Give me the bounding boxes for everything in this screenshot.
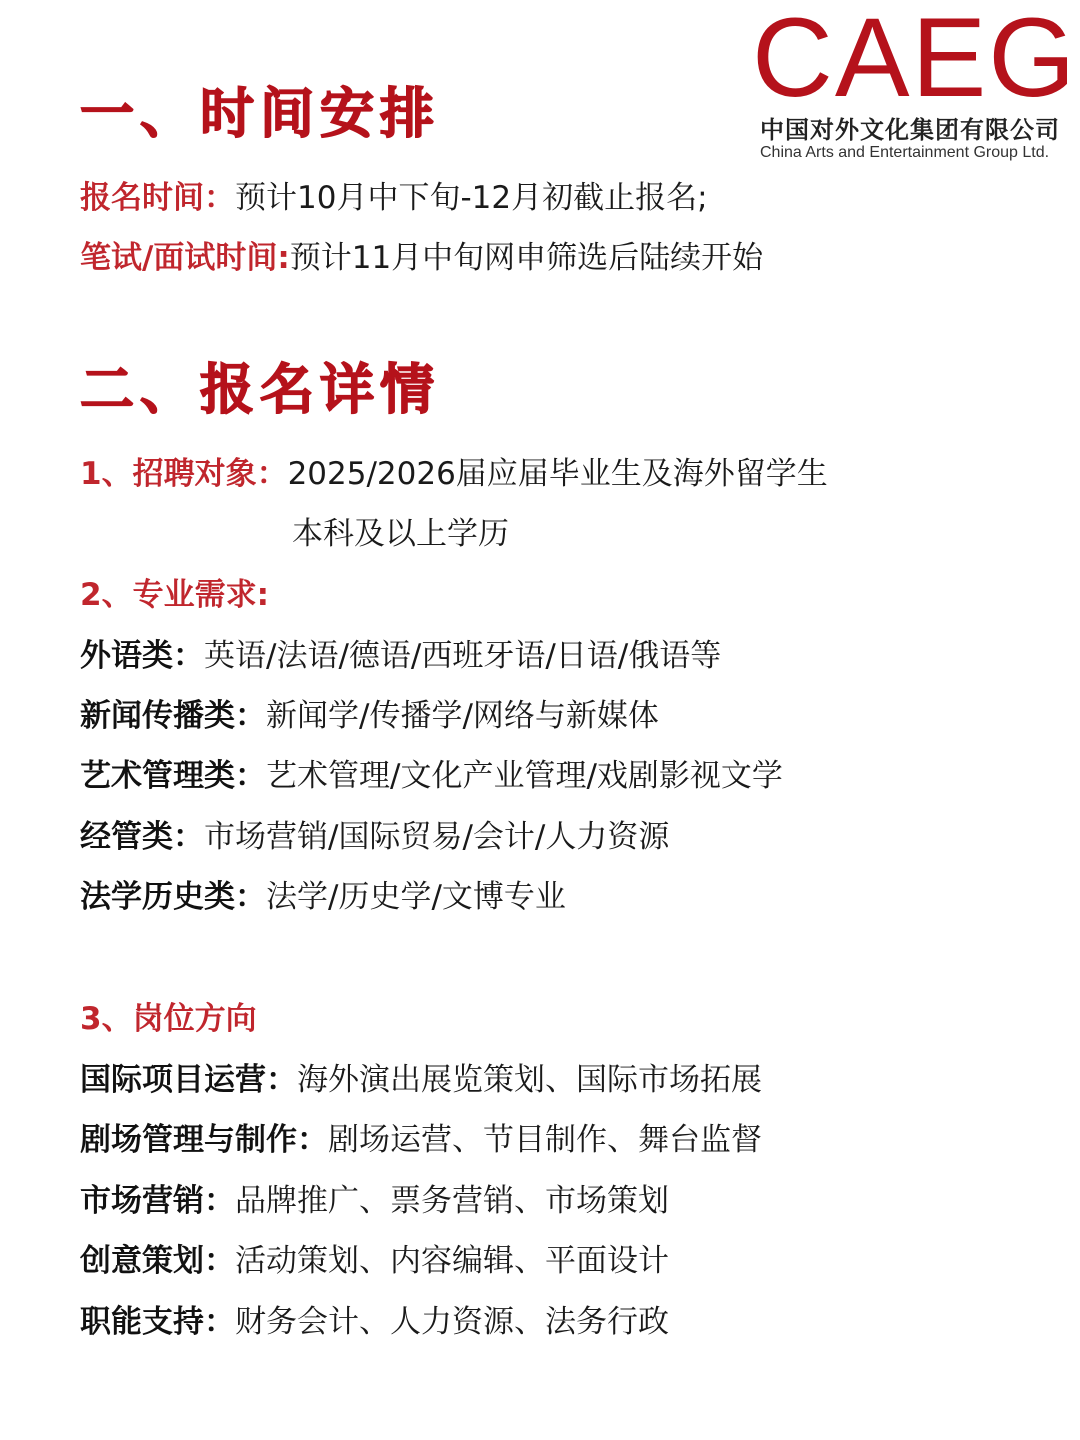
major-item [80,877,566,917]
position-item-value: 财务会计、人力资源、法务行政 [235,1304,669,1340]
major-item-label: 经管类： [80,819,204,855]
major-item-label: 外语类： [80,638,204,674]
major-requirements-label: 2、专业需求: [80,577,269,613]
position-item-label: 职能支持： [80,1304,235,1340]
recruit-target-education: 本科及以上学历 [292,516,509,552]
major-item [80,817,669,857]
position-direction-label: 3、岗位方向 [80,1001,257,1037]
caeg-logo [752,0,1080,170]
exam-time-line [80,238,763,278]
major-item-value: 艺术管理/文化产业管理/戏剧影视文学 [266,758,783,794]
major-item [80,636,721,676]
exam-time-value: 预计11月中旬网申筛选后陆续开始 [289,240,764,276]
position-item-value: 剧场运营、节目制作、舞台监督 [328,1122,762,1158]
major-item-value: 英语/法语/德语/西班牙语/日语/俄语等 [204,638,722,674]
position-item [80,1302,669,1342]
position-item-value: 活动策划、内容编辑、平面设计 [235,1243,669,1279]
major-item-value: 新闻学/传播学/网络与新媒体 [266,698,659,734]
registration-time-value: 预计10月中下旬-12月初截止报名; [235,180,708,216]
exam-time-label: 笔试/面试时间: [80,240,290,276]
registration-time-label: 报名时间： [80,180,235,216]
section-title-schedule: 一、时间安排 [80,82,440,145]
logo-company-cn: 中国对外文化集团有限公司 [760,115,1060,144]
position-item [80,1120,762,1160]
recruit-target-value: 2025/2026届应届毕业生及海外留学生 [287,456,828,492]
major-item [80,756,783,796]
position-item-label: 创意策划： [80,1243,235,1279]
position-item-label: 市场营销： [80,1183,235,1219]
section-title-details: 二、报名详情 [80,358,440,421]
position-item-value: 品牌推广、票务营销、市场策划 [235,1183,669,1219]
major-item-label: 法学历史类： [80,879,266,915]
major-item-value: 法学/历史学/文博专业 [266,879,566,915]
recruit-target-line [80,454,828,494]
registration-time-line [80,178,708,218]
position-item-value: 海外演出展览策划、国际市场拓展 [297,1062,762,1098]
position-item [80,1241,669,1281]
major-item-value: 市场营销/国际贸易/会计/人力资源 [204,819,670,855]
position-item-label: 剧场管理与制作： [80,1122,328,1158]
logo-company-en: China Arts and Entertainment Group Ltd. [760,144,1050,161]
position-item-label: 国际项目运营： [80,1062,297,1098]
major-item [80,696,659,736]
logo-mark: CAEG [752,0,1078,120]
major-item-label: 新闻传播类： [80,698,266,734]
major-item-label: 艺术管理类： [80,758,266,794]
position-item [80,1181,669,1221]
recruit-target-label: 1、招聘对象： [80,456,288,492]
position-item [80,1060,762,1100]
